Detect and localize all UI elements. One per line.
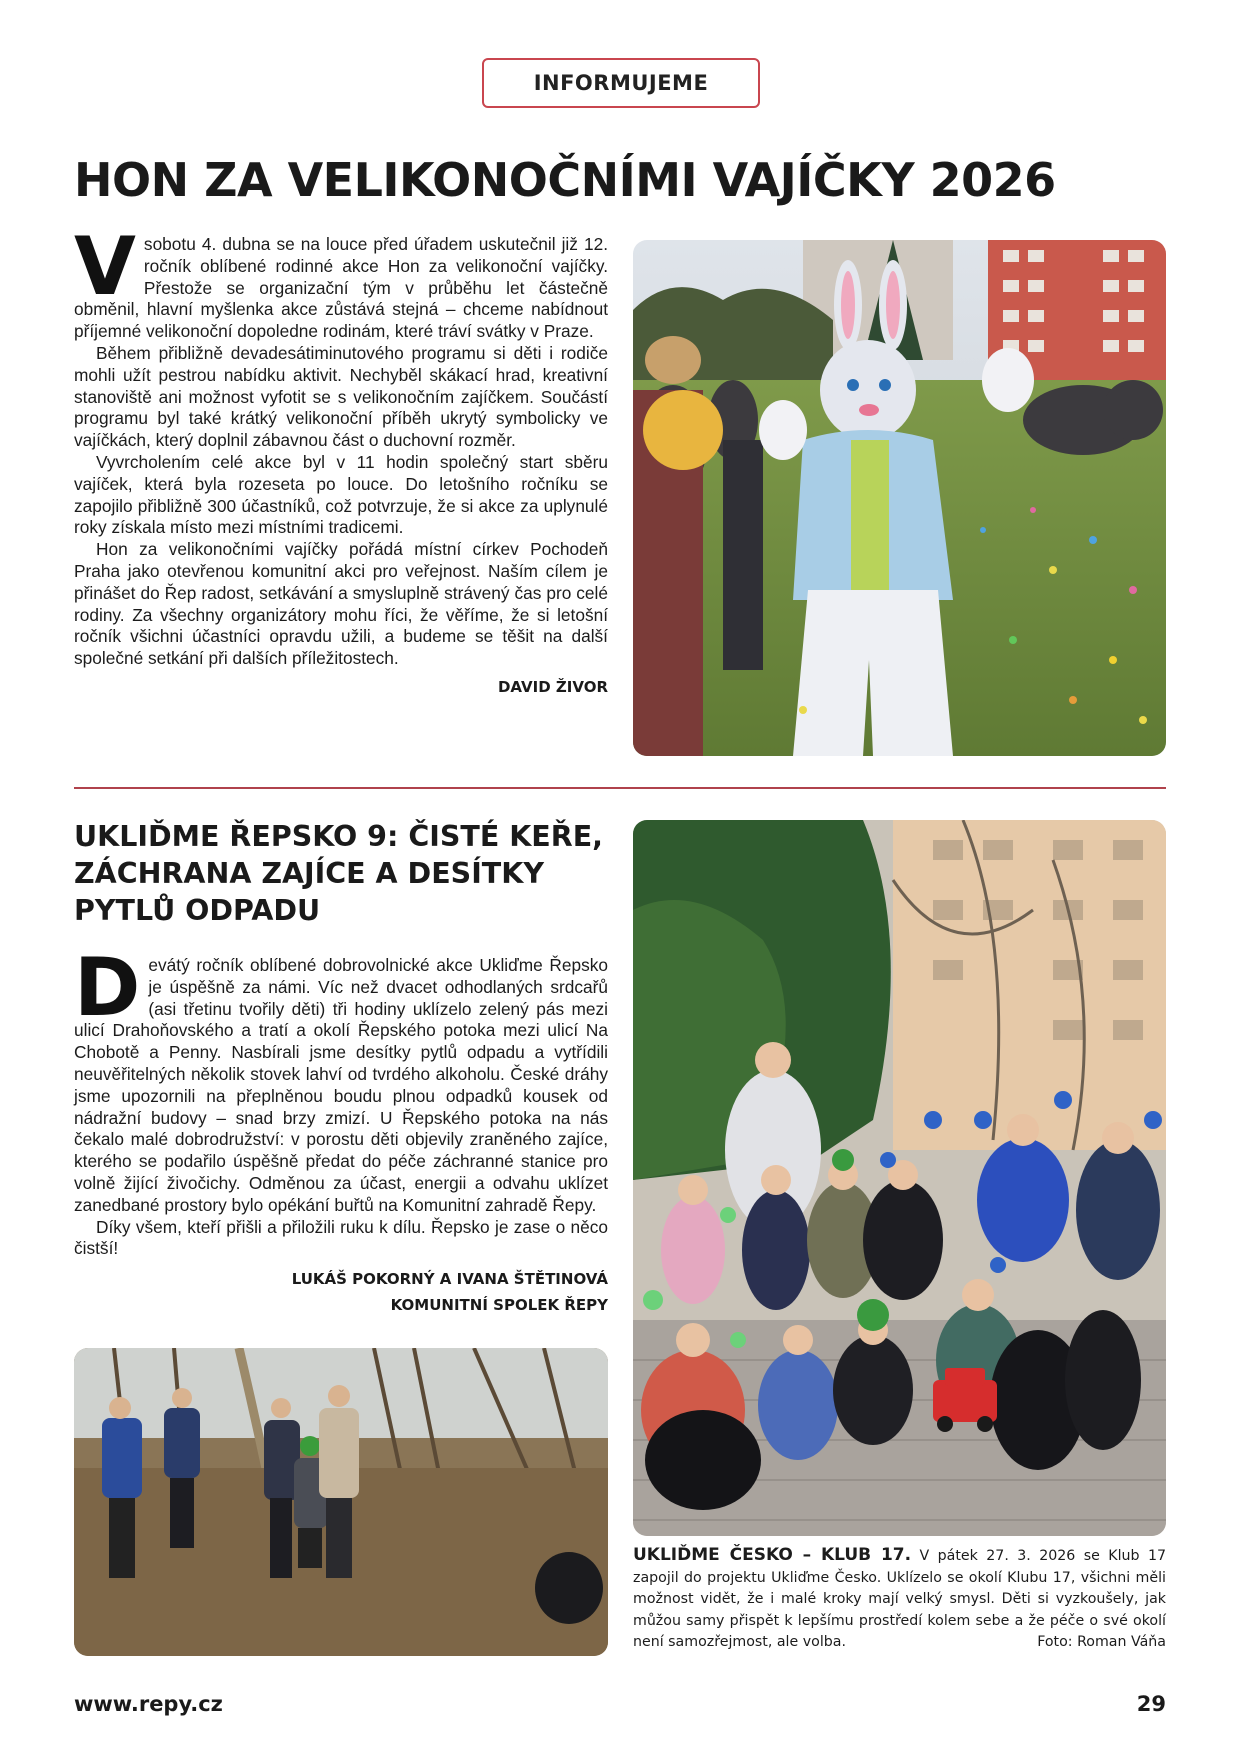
article-2 (74, 941, 608, 1318)
section-divider (74, 787, 1166, 789)
easter-bunny-photo (633, 240, 1166, 756)
article-1-paragraph: Vyvrcholením celé akce byl v 11 hodin společný start sběru vajíček, která byla rozeseta po louce. Do letošního ročníku se zapojilo přibližně 300 účastníků, což potvrzuje, že si akce za uplynulé roky získala místo mezi místními tradicemi. (74, 451, 608, 538)
article-2-paragraph: Devátý ročník oblíbené dobrovolnické akce Ukliďme Řepsko je úspěšně za námi. Víc než dvacet odhodlaných srdcařů (asi třetinu tvořily děti) tři hodiny uklízelo zelený pás mezi ulicí Drahoňovského a tratí a okolí Řepského potoka mezi ulicí Na Chobotě a Penny. Nasbírali jsme desítky pytlů odpadu a vytřídili neuvěřitelných několik stovek lahví od tvrdého alkoholu. České dráhy jsme upozornili na přeplněnou boudu plnou odpadků kousek od nádražní budovy – snad brzy zmizí. U Řepského potoka na nás čekalo malé dobrodružství: v porostu děti objevily zraněného zajíce, kterého se podařilo úspěšně předat do péče záchranné stanice pro volně žijící živočichy. Odměnou za účast, energii a odvahu uklízet zanedbané prostory bylo opékání buřtů na Komunitní zahradě Řepy. (74, 941, 608, 1215)
article-1-dropcap: V (74, 220, 136, 313)
article-2-author (74, 1266, 608, 1318)
article-1-author: DAVID ŽIVOR (497, 677, 608, 696)
article-2-dropcap: D (74, 941, 141, 1034)
page-number: 29 (1136, 1692, 1166, 1716)
article-1-paragraph: Hon za velikonočními vajíčky pořádá místní církev Pochodeň Praha jako otevřenou komunitní akci pro veřejnost. Naším cílem je přinášet do Řep radost, setkávání a smysluplně strávený čas pro celé rodiny. Za všechny organizátory mohu říci, že věříme, že si letošní ročník všichni účastníci opravdu užili, a budeme se těšit na další společné setkání při dalších příležitostech. (74, 539, 608, 669)
article-2-paragraph: Díky všem, kteří přišli a přiložili ruku k dílu. Řepsko je zase o něco čistší! (74, 1216, 608, 1259)
article-1-paragraph: Během přibližně devadesátiminutového programu si děti i rodiče mohli užít pestrou nabídku aktivit. Nechyběl skákací hrad, kreativní stanoviště ani možnost vyfotit se s velikonočním zajíčkem. Součástí programu byl také krátký velikonoční příběh ukrytý symbolicky ve vajíčkách, který doplnil zábavnou část o duchovní rozměr. (74, 342, 608, 451)
caption-text: V pátek 27. 3. 2026 se Klub 17 zapojil do projektu Ukliďme Česko. Uklízelo se okolí Klubu 17, všichni měli možnost vidět, že i malé kroky mají velký smysl. Děti si vyzkoušely, jak můžou samy přispět k lepšímu prostředí kolem sebe a že péče o své okolí není samozřejmost, ale volba. (633, 1548, 1167, 1650)
klub17-group-photo (633, 820, 1166, 1536)
caption-credit: Foto: Roman Váňa (1037, 1634, 1166, 1650)
article-1-paragraph: Vsobotu 4. dubna se na louce před úřadem uskutečnil již 12. ročník oblíbené rodinné akce Hon za velikonoční vajíčky. Přestože se organizační tým v průběhu let částečně obměnil, hlavní myšlenka akce zůstává stejná – chceme nabídnout příjemné velikonoční dopoledne rodinám, které tráví svátky v Praze. (74, 220, 608, 342)
cleanup-woods-photo (74, 1348, 608, 1656)
article-1-body (74, 220, 608, 670)
article-2-author-line: LUKÁŠ POKORNÝ A IVANA ŠTĚTINOVÁ (291, 1270, 608, 1289)
section-label: INFORMUJEME (533, 71, 709, 95)
article-2-title: UKLIĎME ŘEPSKO 9: ČISTÉ KEŘE, ZÁCHRANA ZAJÍCE A DESÍTKY PYTLŮ ODPADU (74, 820, 604, 927)
footer-url[interactable]: www.repy.cz (74, 1692, 223, 1716)
photo-caption (633, 1545, 1166, 1654)
section-badge (482, 58, 760, 108)
article-1-title: HON ZA VELIKONOČNÍMI VAJÍČKY 2026 (74, 153, 1056, 207)
article-2-body (74, 941, 608, 1260)
article-1 (74, 220, 608, 698)
caption-title: UKLIĎME ČESKO – KLUB 17. (633, 1545, 912, 1565)
article-2-author-line: KOMUNITNÍ SPOLEK ŘEPY (390, 1296, 608, 1315)
